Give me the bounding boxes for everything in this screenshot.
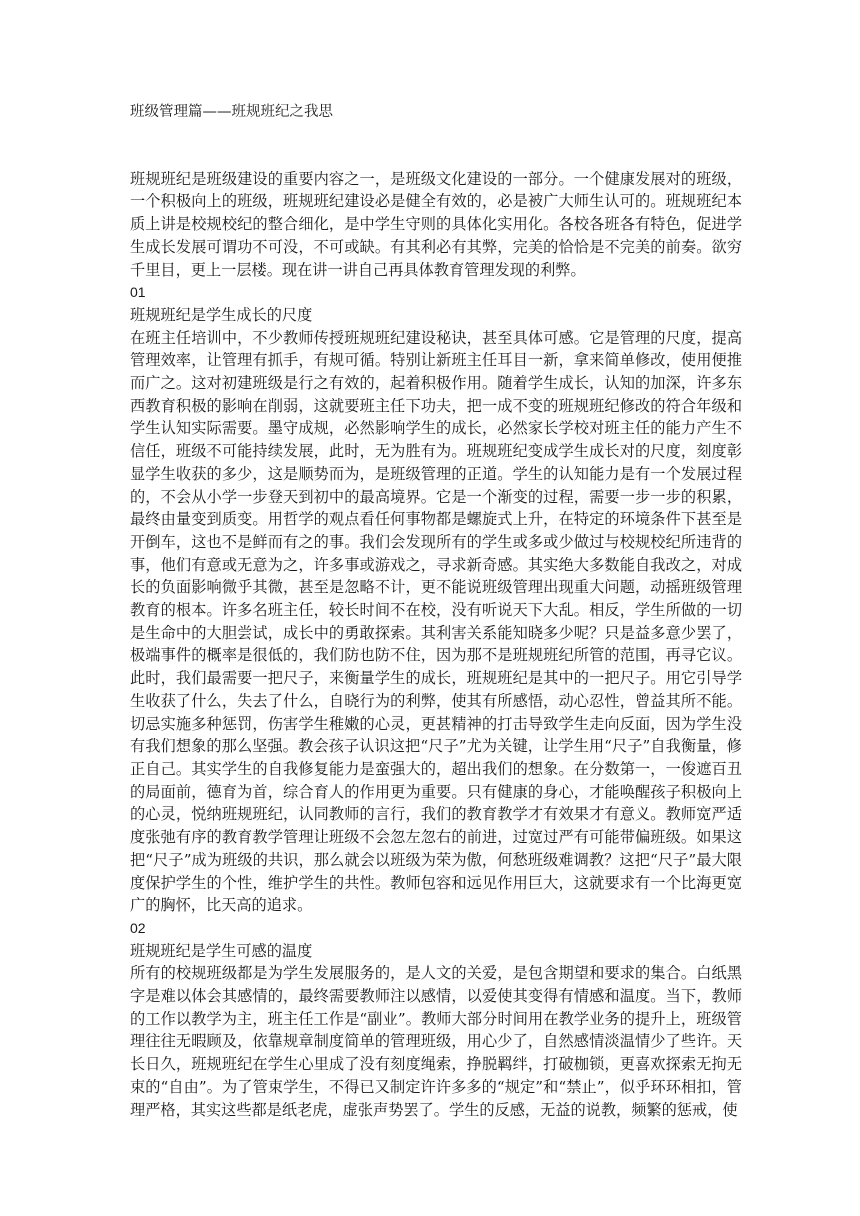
section-body: 所有的校规班级都是为学生发展服务的，是人文的关爱，是包含期望和要求的集合。白纸黑字是难以体会其感情的，最终需要教师注以感情，以爱使其变得有情感和温度。当下，教师的工作以教学为主，班主任工作是“副业”。教师大部分时间用在教学业务的提升上，班级管理往往无暇顾及，依靠规章制度简单的管理班级，用心少了，自然感情淡温情少了些许。天长日久，班规班纪在学生心里成了没有刻度绳索，挣脱羁绊，打破枷锁，更喜欢探索无拘无束的“自由”。为了管束学生，不得已又制定许许多多的“规定”和“禁止”，似乎环环相扣，管理严格，其实这些都是纸老虎，虚张声势罢了。学生的反感，无益的说教，频繁的惩戒，使 [130,964,742,1119]
document-title: 班级管理篇——班规班纪之我思 [130,104,333,120]
section-number: 01 [130,284,146,301]
section-heading: 班规班纪是学生可感的温度 [130,941,313,960]
intro-paragraph: 班规班纪是班级建设的重要内容之一，是班级文化建设的一部分。一个健康发展对的班级，一个积极向上的班级，班规班纪建设必是健全有效的，必是被广大师生认可的。班规班纪本质上讲是校规校纪的整合细化，是中学生守则的具体化实用化。各校各班各有特色，促进学生成长发展可谓功不可没，不可或缺。有其利必有其弊，完美的恰恰是不完美的前奏。欲穷千里目，更上一层楼。现在讲一讲自己再具体教育管理发现的利弊。 [130,169,742,279]
section-number: 02 [130,919,146,936]
section-body: 在班主任培训中，不少教师传授班规班纪建设秘诀，甚至具体可感。它是管理的尺度，提高管理效率，让管理有抓手，有规可循。特别让新班主任耳目一新，拿来简单修改，使用便推而广之。这对初建班级是行之有效的，起着积极作用。随着学生成长，认知的加深，许多东西教育积极的影响在削弱，这就要班主任下功夫，把一成不变的班规班纪修改的符合年级和学生认知实际需要。墨守成规，必然影响学生的成长，必然家长学校对班主任的能力产生不信任，班级不可能持续发展，此时，无为胜有为。班规班纪变成学生成长对的尺度，刻度彰显学生收获的多少，这是顺势而为，是班级管理的正道。学生的认知能力是有一个发展过程的，不会从小学一步登天到初中的最高境界。它是一个渐变的过程，需要一步一步的积累，最终由量变到质变。用哲学的观点看任何事物都是螺旋式上升，在特定的环境条件下甚至是开倒车，这也不是鲜而有之的事。我们会发现所有的学生或多或少做过与校规校纪所违背的事，他们有意或无意为之，许多事或游戏之，寻求新奇感。其实绝大多数能自我改之，对成长的负面影响微乎其微，甚至是忽略不计，更不能说班级管理出现重大问题，动摇班级管理教育的根本。许多名班主任，较长时间不在校，没有听说天下大乱。相反，学生所做的一切是生命中的大胆尝试，成长中的勇敢探索。其利害关系能知晓多少呢？只是益多意少罢了，极端事件的概率是很低的，我们防也防不住，因为那不是班规班纪所管的范围，再寻它议。此时，我们最需要一把尺子，来衡量学生的成长，班规班纪是其中的一把尺子。用它引导学生收获了什么，失去了什么，自晓行为的利弊，使其有所感悟，动心忍性，曾益其所不能。切忌实施多种惩罚，伤害学生稚嫩的心灵，更甚精神的打击导致学生走向反面，因为学生没有我们想象的那么坚强。教会孩子认识这把“尺子”尤为关键，让学生用“尺子”自我衡量，修正自己。其实学生的自我修复能力是蛮强大的，超出我们的想象。在分数第一，一俊遮百丑的局面前，德育为首，综合育人的作用更为重要。只有健康的身心，才能唤醒孩子积极向上的心灵，悦纳班规班纪，认同教师的言行，我们的教育教学才有效果才有意义。教师宽严适度张弛有序的教育教学管理让班级不会忽左忽右的前进，过宽过严有可能带偏班级。如果这把“尺子”成为班级的共识，那么就会以班级为荣为傲，何愁班级难调教？这把“尺子”最大限度保护学生的个性，维护学生的共性。教师包容和远见作用巨大，这就要求有一个比海更宽广的胸怀，比天高的追求。 [130,328,742,915]
section-heading: 班规班纪是学生成长的尺度 [130,305,313,324]
